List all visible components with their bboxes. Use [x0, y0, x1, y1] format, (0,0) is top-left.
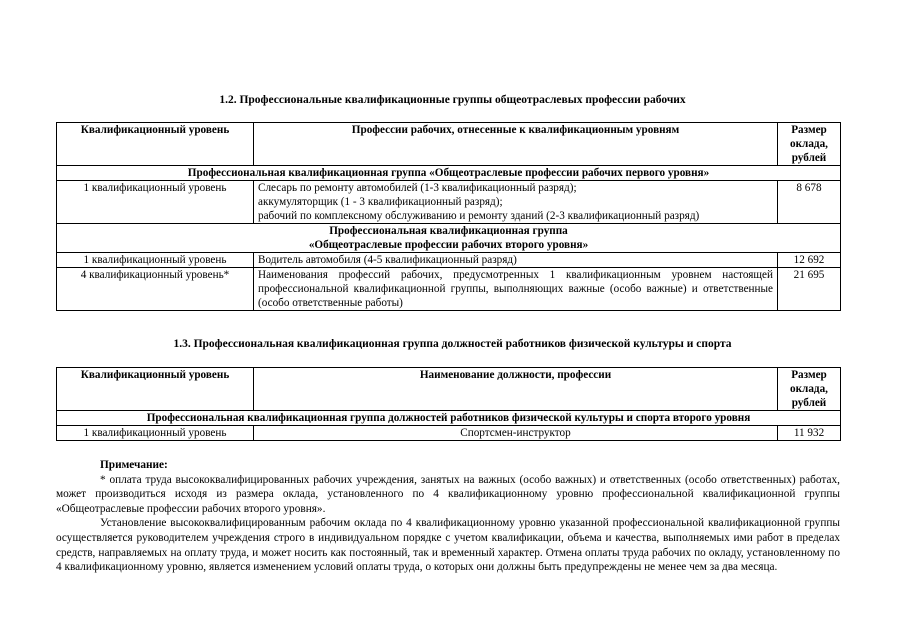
- header-level: Квалификационный уровень: [57, 368, 254, 411]
- header-professions: Профессии рабочих, отнесенные к квалификационным уровням: [254, 123, 778, 166]
- level-cell: 4 квалификационный уровень*: [57, 268, 254, 311]
- table-row: [57, 426, 841, 441]
- group-line: Профессиональная квалификационная группа: [329, 225, 568, 237]
- profession-line: Слесарь по ремонту автомобилей (1-3 квалификационный разряд);: [258, 182, 577, 194]
- salary-cell: 8 678: [778, 181, 841, 224]
- header-position: Наименование должности, профессии: [254, 368, 778, 411]
- salary-cell: 11 932: [778, 426, 841, 441]
- salary-cell: 12 692: [778, 253, 841, 268]
- position-cell: Спортсмен-инструктор: [254, 426, 778, 441]
- level-cell: 1 квалификационный уровень: [57, 426, 254, 441]
- section-1-2-title: 1.2. Профессиональные квалификационные группы общеотраслевых профессии рабочих: [219, 94, 686, 106]
- section-1-3-title: 1.3. Профессиональная квалификационная группа должностей работников физической культуры и спорта: [173, 338, 732, 350]
- header-level: Квалификационный уровень: [57, 123, 254, 166]
- table-row: [57, 181, 841, 224]
- group-line: «Общеотраслевые профессии рабочих второго уровня»: [308, 239, 589, 251]
- header-salary-line: Размер: [791, 369, 827, 381]
- profession-line: рабочий по комплексному обслуживанию и ремонту зданий (2-3 квалификационный разряд): [258, 210, 700, 222]
- note-paragraph: * оплата труда высококвалифицированных рабочих учреждения, занятых на важных (особо важных) и ответственных (особо ответственных) работах, может производиться исходя из размера оклада, установленного по 4 квалификационному уровню профессиональной квалификационной группы «Общеотраслевые профессии рабочих второго уровня».: [56, 473, 840, 515]
- level-cell: 1 квалификационный уровень: [57, 253, 254, 268]
- group-first-level: Профессиональная квалификационная группа «Общеотраслевые профессии рабочих первого уровня»: [57, 166, 841, 181]
- note-paragraph: Установление высококвалифицированным рабочим оклада по 4 квалификационному уровню указанной профессиональной квалификационной группы осуществляется руководителем учреждения строго в индивидуальном порядке с учетом квалификации, объема и качества, выполняемых ими работ в пределах средств, направляемых на оплату труда, и может носить как постоянный, так и временный характер. Отмена оплаты труда рабочих по окладу, установленному по 4 квалификационному уровню, является изменением условий оплаты труда, о которых они должны быть предупреждены не менее чем за два месяца.: [56, 517, 840, 574]
- professions-cell: Наименования профессий рабочих, предусмотренных 1 квалификационным уровнем настоящей профессиональной квалификационной группы, выполняющих важные (особо важные) и ответственные (особо ответственные работы): [254, 268, 778, 311]
- professions-cell: [254, 181, 778, 224]
- notes-title: Примечание:: [100, 459, 168, 471]
- header-salary: [778, 368, 841, 411]
- table-row: [57, 268, 841, 311]
- header-salary-line: рублей: [791, 397, 827, 409]
- group-row: [57, 411, 841, 426]
- header-salary: [778, 123, 841, 166]
- table-header-row: [57, 123, 841, 166]
- group-second-level: [57, 224, 841, 253]
- header-salary-line: Размер: [791, 124, 827, 136]
- group-row: [57, 166, 841, 181]
- header-salary-line: рублей: [791, 152, 827, 164]
- sport-positions-table: [56, 367, 841, 441]
- header-salary-line: оклада,: [790, 138, 828, 150]
- profession-line: аккумуляторщик (1 - 3 квалификационный разряд);: [258, 196, 503, 208]
- group-row: [57, 224, 841, 253]
- level-cell: 1 квалификационный уровень: [57, 181, 254, 224]
- group-sport-second-level: Профессиональная квалификационная группа должностей работников физической культуры и спорта второго уровня: [57, 411, 841, 426]
- professions-table: [56, 122, 841, 311]
- header-salary-line: оклада,: [790, 383, 828, 395]
- professions-cell: Водитель автомобиля (4-5 квалификационный разряд): [254, 253, 778, 268]
- salary-cell: 21 695: [778, 268, 841, 311]
- table-row: [57, 253, 841, 268]
- notes-block: [56, 458, 840, 575]
- table-header-row: [57, 368, 841, 411]
